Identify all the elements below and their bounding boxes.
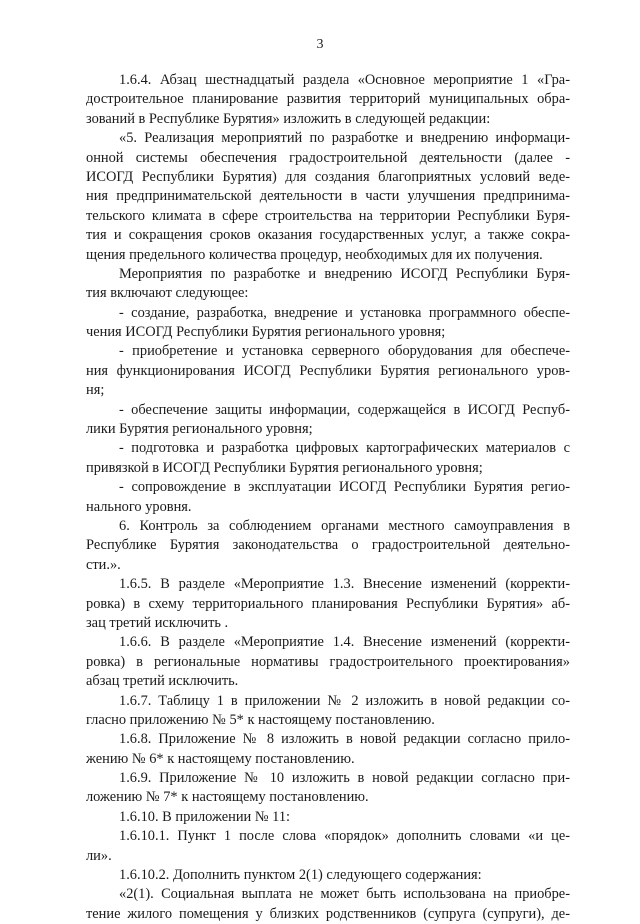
text-line: тельского климата в сфере строительства на территории Республики Буря- <box>86 207 570 224</box>
text-line: 1.6.10. В приложении № 11: <box>119 808 291 825</box>
text-line: - приобретение и установка серверного оборудования для обеспече- <box>119 343 570 360</box>
page-number: 3 <box>316 37 324 52</box>
text-line: - подготовка и разработка цифровых картографических материалов с <box>119 440 570 457</box>
text-line: тение жилого помещения у близких родственников (супруга (супруги), де- <box>86 905 570 922</box>
text-line: - сопровождение в эксплуатации ИСОГД Республики Бурятия регио- <box>119 479 570 496</box>
text-line: лики Бурятия регионального уровня; <box>86 421 313 438</box>
text-line: ния функционирования ИСОГД Республики Бурятия регионального уров- <box>86 362 570 379</box>
text-line: ровка) в схему территориального планирования Республики Бурятия» аб- <box>86 595 570 612</box>
text-line: ния предпринимательской деятельности в части улучшения предпринима- <box>86 188 570 205</box>
text-line: - создание, разработка, внедрение и установка программного обеспе- <box>119 304 570 321</box>
text-line: 1.6.10.2. Дополнить пунктом 2(1) следующего содержания: <box>119 867 482 884</box>
text-line: 1.6.4. Абзац шестнадцатый раздела «Основное мероприятие 1 «Гра- <box>119 72 570 88</box>
text-line: Мероприятия по разработке и внедрению ИСОГД Республики Буря- <box>119 265 570 282</box>
text-line: тия включают следующее: <box>86 285 249 302</box>
text-line: 1.6.10.1. Пункт 1 после слова «порядок» дополнить словами «и це- <box>119 828 570 845</box>
text-line: 1.6.9. Приложение № 10 изложить в новой редакции согласно при- <box>119 770 570 787</box>
text-line: ИСОГД Республики Бурятия) для создания благоприятных условий веде- <box>86 168 570 185</box>
text-line: привязкой в ИСОГД Республики Бурятия регионального уровня; <box>86 459 483 476</box>
text-line: «5. Реализация мероприятий по разработке и внедрению информаци- <box>119 130 570 147</box>
text-line: ня; <box>86 382 105 399</box>
text-line: 1.6.8. Приложение № 8 изложить в новой редакции согласно прило- <box>119 731 570 748</box>
document-body <box>86 71 570 924</box>
text-line: «2(1). Социальная выплата не может быть использована на приобре- <box>119 886 570 903</box>
text-line: 1.6.7. Таблицу 1 в приложении № 2 изложить в новой редакции со- <box>119 692 570 709</box>
text-line: ровка) в региональные нормативы градостроительного проектирования» <box>86 653 570 670</box>
text-line: онной системы обеспечения градостроительной деятельности (далее - <box>86 149 570 166</box>
text-line: сти.». <box>86 556 121 573</box>
text-line: ложению № 7* к настоящему постановлению. <box>86 789 369 806</box>
text-line: щения предельного количества процедур, необходимых для их получения. <box>86 246 543 263</box>
text-line: нального уровня. <box>86 498 192 515</box>
text-line: ли». <box>86 847 112 864</box>
text-line: зований в Республике Бурятия» изложить в следующей редакции: <box>86 110 491 127</box>
text-line: 6. Контроль за соблюдением органами местного самоуправления в <box>119 517 570 534</box>
text-line: Республике Бурятия законодательства о градостроительной деятельно- <box>86 537 570 554</box>
text-line: жению № 6* к настоящему постановлению. <box>86 750 355 767</box>
text-line: зац третий исключить . <box>86 614 229 631</box>
text-line: достроительное планирование развития территорий муниципальных обра- <box>86 91 570 108</box>
text-line: чения ИСОГД Республики Бурятия регионального уровня; <box>86 324 446 341</box>
text-line: - обеспечение защиты информации, содержащейся в ИСОГД Респуб- <box>119 401 570 418</box>
text-line: гласно приложению № 5* к настоящему постановлению. <box>86 711 435 728</box>
text-line: тия и сокращения сроков оказания государственных услуг, а также сокра- <box>86 227 570 244</box>
text-line: абзац третий исключить. <box>86 673 239 690</box>
text-line: 1.6.6. В разделе «Мероприятие 1.4. Внесение изменений (корректи- <box>119 634 570 651</box>
text-line: 1.6.5. В разделе «Мероприятие 1.3. Внесение изменений (корректи- <box>119 576 570 593</box>
